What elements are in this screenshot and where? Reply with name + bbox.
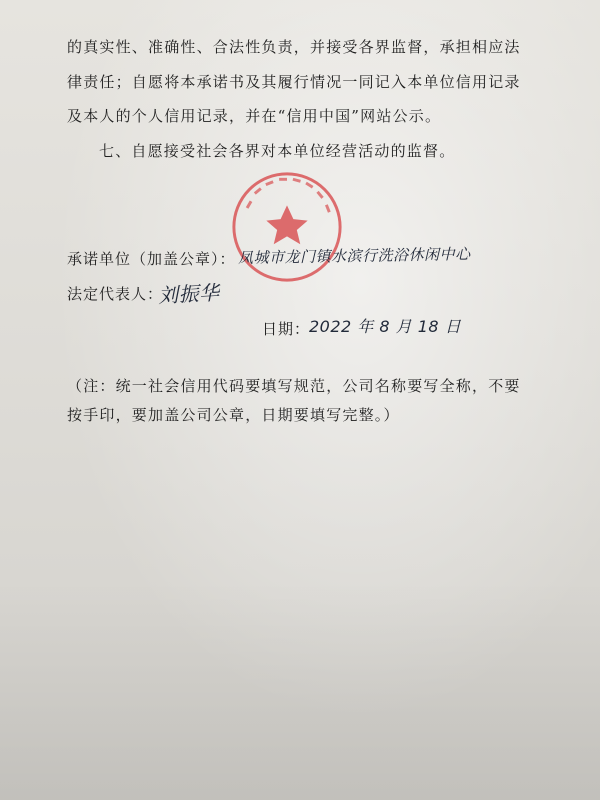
official-seal — [228, 168, 346, 286]
date-handwritten: 2022 年 8 月 18 日 — [309, 317, 462, 336]
note-line-1: （注：统一社会信用代码要填写规范，公司名称要写全称，不要 — [67, 377, 521, 395]
unit-name-handwritten: 凤城市龙门镇水滨行洗浴休闲中心 — [237, 244, 471, 268]
date-label: 日期： — [262, 320, 311, 338]
representative-label: 法定代表人： — [67, 285, 164, 303]
page-shadow — [0, 580, 600, 800]
body-line-1: 的真实性、准确性、合法性负责，并接受各界监督，承担相应法 — [67, 38, 521, 56]
body-line-3: 及本人的个人信用记录，并在“信用中国”网站公示。 — [67, 107, 442, 125]
note-line-2: 按手印，要加盖公司公章，日期要填写完整。） — [67, 406, 400, 424]
unit-label: 承诺单位（加盖公章）： — [67, 250, 236, 268]
body-line-2: 律责任；自愿将本承诺书及其履行情况一同记入本单位信用记录 — [67, 73, 521, 91]
clause-7: 七、自愿接受社会各界对本单位经营活动的监督。 — [99, 142, 456, 160]
representative-signature: 刘振华 — [157, 280, 221, 308]
